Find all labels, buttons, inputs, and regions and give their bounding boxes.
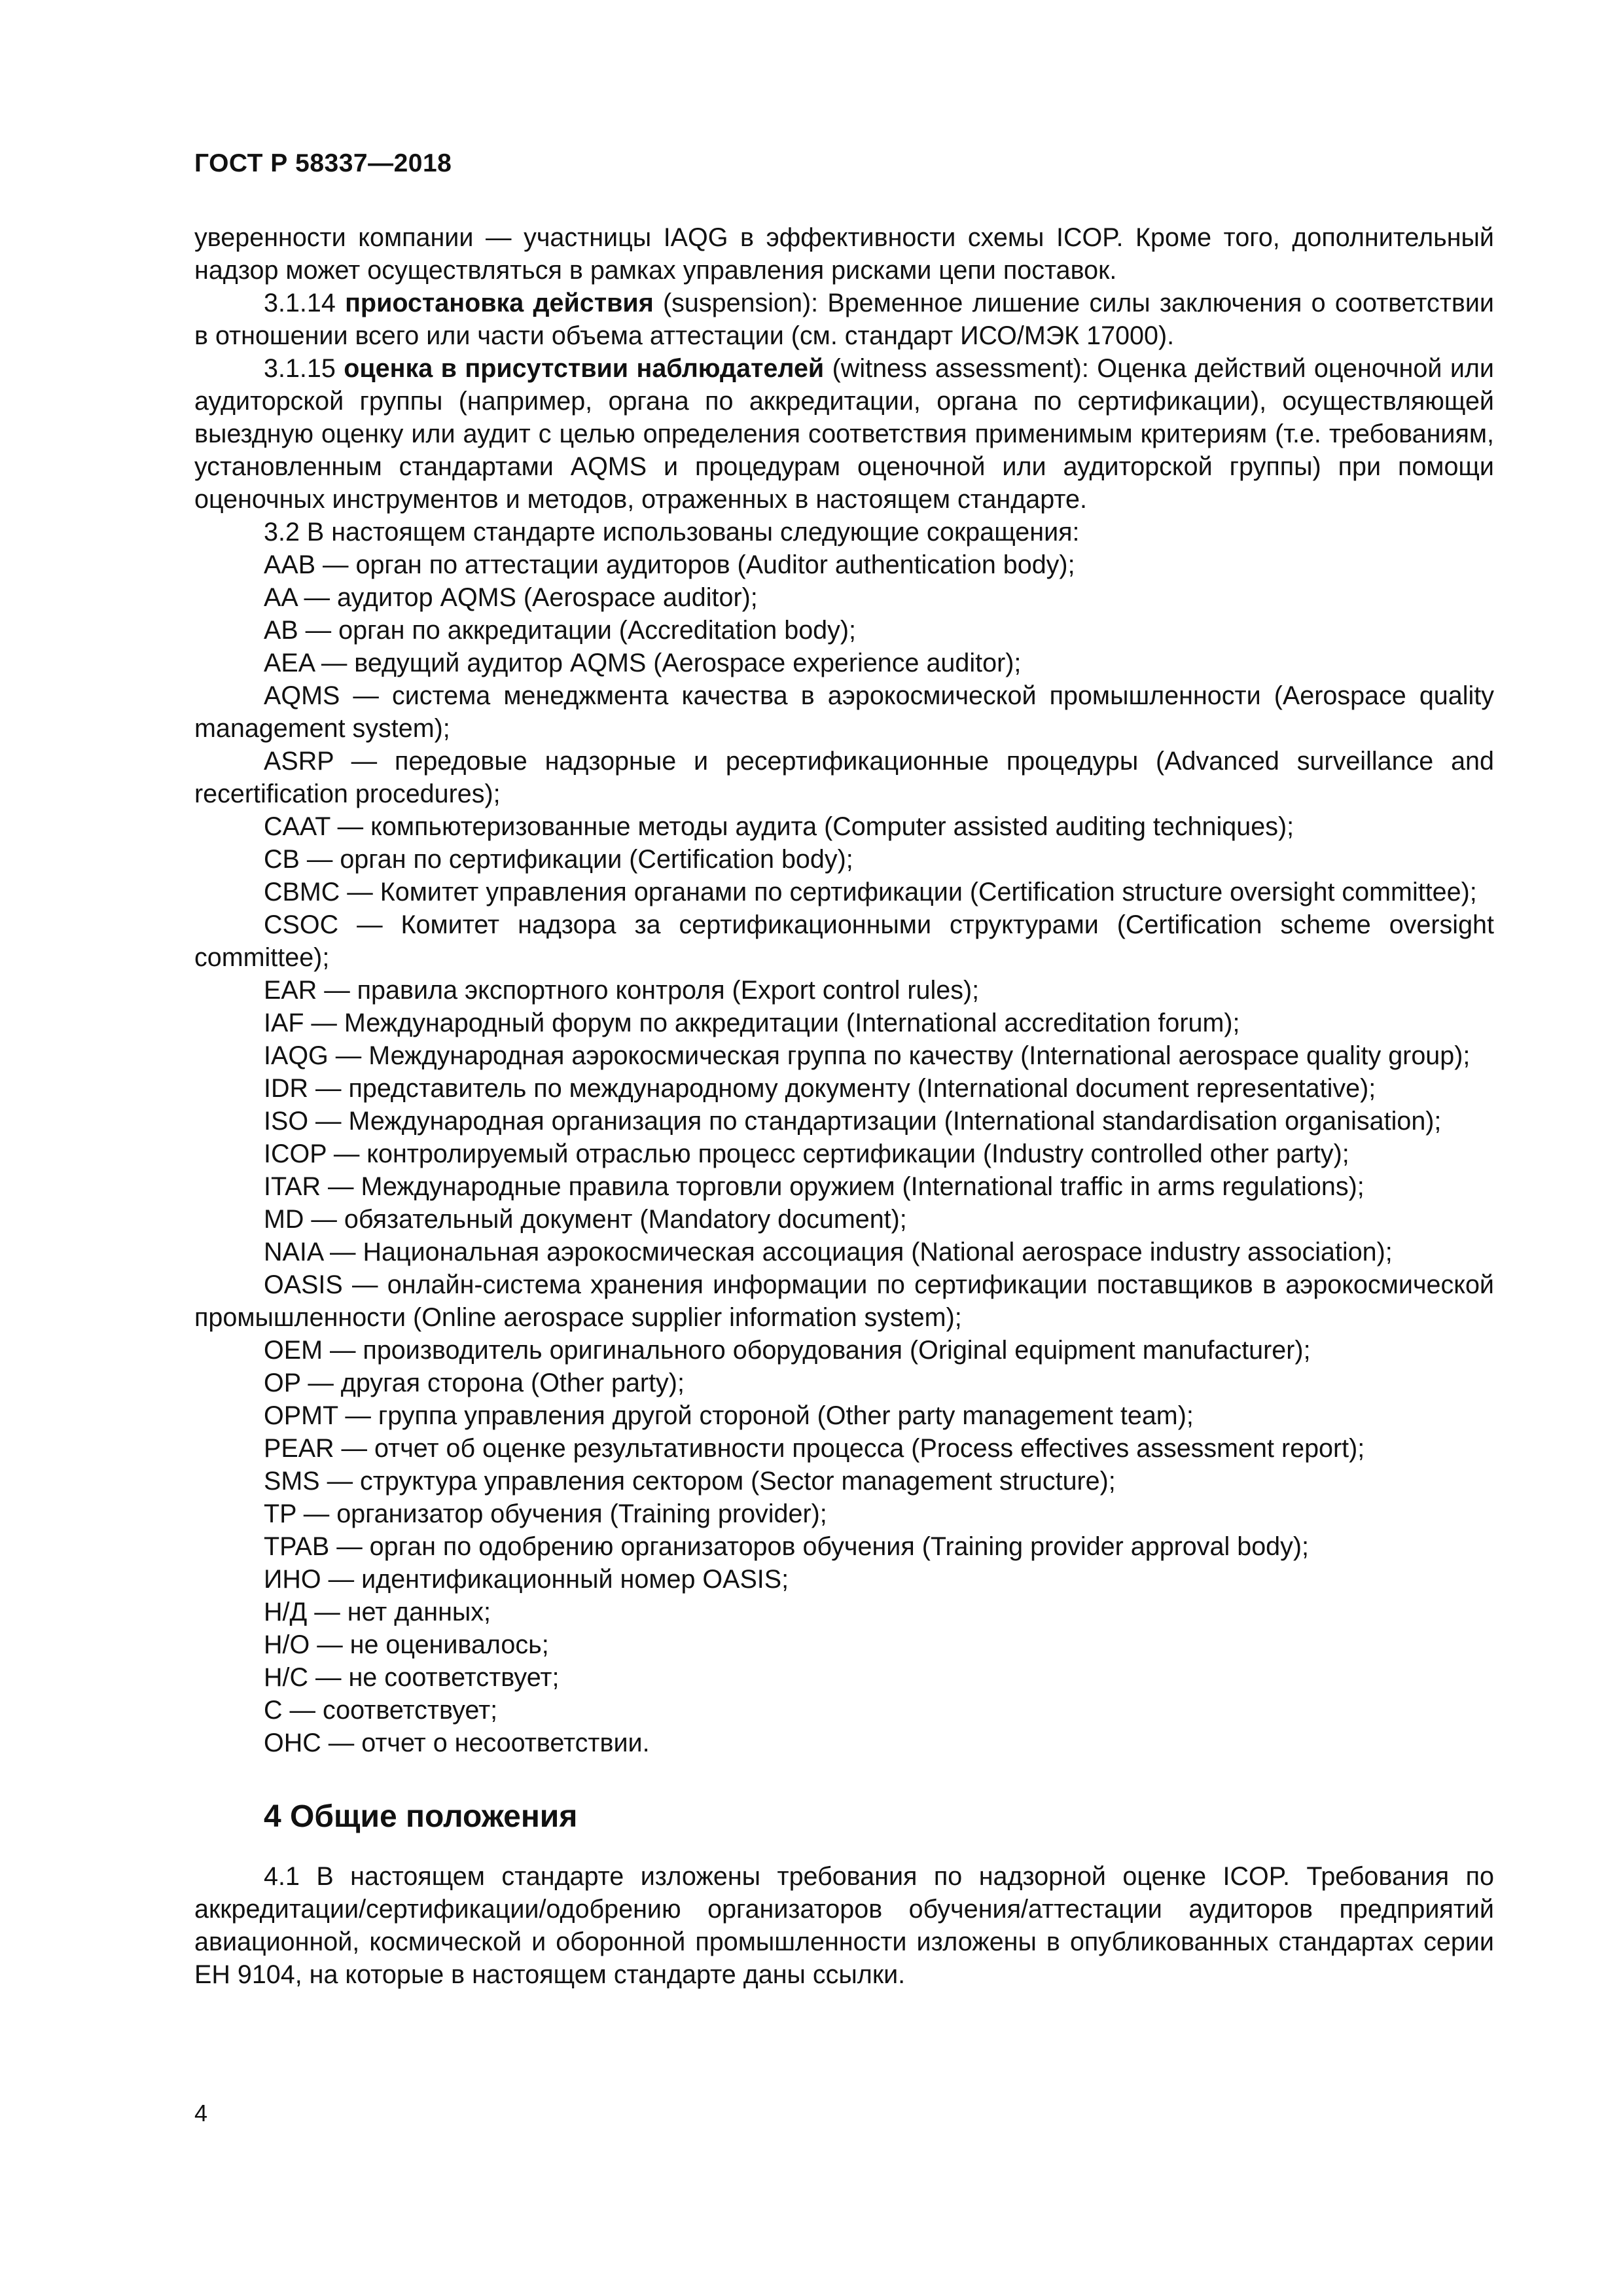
page-body — [194, 221, 1494, 1991]
abbreviation-item: CB — орган по сертификации (Certification body); — [264, 845, 853, 874]
abbreviation-item: OP — другая сторона (Other party); — [264, 1369, 685, 1397]
abbreviation-item: ОНС — отчет о несоответствии. — [264, 1729, 650, 1757]
abbreviation-item: AEA — ведущий аудитор AQMS (Aerospace experience auditor); — [264, 649, 1022, 677]
abbreviation-item: OASIS — онлайн-система хранения информации по сертификации поставщиков в аэрокосмической промышленности (Online aerospace supplier information system); — [194, 1270, 1494, 1332]
section-4-1-paragraph: 4.1 В настоящем стандарте изложены требования по надзорной оценке ICOP. Требования по аккредитации/сертификации/одобрению организаторов обучения/аттестации аудиторов предприятий авиационной, космической и оборонной промышленности изложены в опубликованных стандартах серии ЕН 9104, на которые в настоящем стандарте даны ссылки. — [194, 1862, 1494, 1989]
intro-paragraph: уверенности компании — участницы IAQG в эффективности схемы ICOP. Кроме того, дополнительный надзор может осуществляться в рамках управления рисками цепи поставок. — [194, 223, 1494, 285]
definition-term: оценка в присутствии наблюдателей — [344, 354, 825, 383]
definition-text: (witness assessment): Оценка действий оценочной или аудиторской группы (например, органа по аккредитации, органа по сертификации), осуществляющей выездную оценку или аудит с целью определения соответствия применимым критериям (т.е. требованиям, установленным стандартами AQMS и процедурам оценочной или аудиторской группы) при помощи оценочных инструментов и методов, отраженных в настоящем стандарте. — [194, 354, 1494, 514]
abbreviation-item: CBMC — Комитет управления органами по сертификации (Certification structure oversight committee); — [264, 878, 1477, 906]
abbreviation-item: OEM — производитель оригинального оборудования (Original equipment manufacturer); — [264, 1336, 1311, 1365]
abbreviation-item: CSOC — Комитет надзора за сертификационными структурами (Certification scheme oversight committee); — [194, 910, 1494, 972]
abbreviation-item: ASRP — передовые надзорные и ресертификационные процедуры (Advanced surveillance and recertification procedures); — [194, 747, 1494, 808]
abbreviation-item: IDR — представитель по международному документу (International document representative); — [264, 1074, 1376, 1103]
definition-number: 3.1.14 — [264, 289, 336, 317]
abbreviation-item: Н/Д — нет данных; — [264, 1598, 491, 1626]
abbreviation-item: Н/О — не оценивалось; — [264, 1630, 549, 1659]
abbreviation-item: IAQG — Международная аэрокосмическая группа по качеству (International aerospace quality group); — [264, 1041, 1471, 1070]
abbreviation-item: Н/С — не соответствует; — [264, 1663, 560, 1692]
definition-3-1-15 — [194, 352, 1494, 516]
abbreviation-item: IAF — Международный форум по аккредитации (International accreditation forum); — [264, 1009, 1240, 1037]
abbreviation-item: EAR — правила экспортного контроля (Export control rules); — [264, 976, 980, 1005]
abbreviation-item: TPAB — орган по одобрению организаторов обучения (Training provider approval body); — [264, 1532, 1310, 1561]
abbreviation-item: OPMT — группа управления другой стороной (Other party management team); — [264, 1401, 1194, 1430]
abbreviation-item: AA — аудитор AQMS (Aerospace auditor); — [264, 583, 758, 612]
abbreviations-intro: 3.2 В настоящем стандарте использованы следующие сокращения: — [264, 518, 1080, 547]
abbreviation-item: PEAR — отчет об оценке результативности процесса (Process effectives assessment report); — [264, 1434, 1365, 1463]
definition-term: приостановка действия — [345, 289, 654, 317]
abbreviation-item: AB — орган по аккредитации (Accreditation body); — [264, 616, 857, 645]
document-id-header: ГОСТ Р 58337—2018 — [194, 149, 452, 177]
definition-text: (suspension): Временное лишение силы заключения о соответствии в отношении всего или части объема аттестации (см. стандарт ИСО/МЭК 17000). — [194, 289, 1494, 350]
definition-number: 3.1.15 — [264, 354, 336, 383]
abbreviation-item: TP — организатор обучения (Training provider); — [264, 1499, 827, 1528]
section-4-title: 4 Общие положения — [264, 1799, 578, 1834]
definition-3-1-14 — [194, 287, 1494, 352]
page-number: 4 — [194, 2100, 208, 2126]
abbreviation-item: С — соответствует; — [264, 1696, 498, 1725]
abbreviation-item: ИНО — идентификационный номер OASIS; — [264, 1565, 789, 1594]
abbreviation-item: ISO — Международная организация по стандартизации (International standardisation organisation); — [264, 1107, 1442, 1136]
abbreviation-item: NAIA — Национальная аэрокосмическая ассоциация (National aerospace industry association); — [264, 1238, 1393, 1266]
abbreviation-item: CAAT — компьютеризованные методы аудита (Computer assisted auditing techniques); — [264, 812, 1294, 841]
abbreviations-list — [194, 548, 1494, 1759]
abbreviation-item: SMS — структура управления сектором (Sector management structure); — [264, 1467, 1116, 1496]
abbreviation-item: MD — обязательный документ (Mandatory document); — [264, 1205, 907, 1234]
abbreviation-item: AQMS — система менеджмента качества в аэрокосмической промышленности (Aerospace quality management system); — [194, 681, 1494, 743]
abbreviation-item: ICOP — контролируемый отраслью процесс сертификации (Industry controlled other party); — [264, 1139, 1349, 1168]
abbreviation-item: ITAR — Международные правила торговли оружием (International traffic in arms regulations); — [264, 1172, 1364, 1201]
abbreviation-item: AAB — орган по аттестации аудиторов (Auditor authentication body); — [264, 550, 1075, 579]
